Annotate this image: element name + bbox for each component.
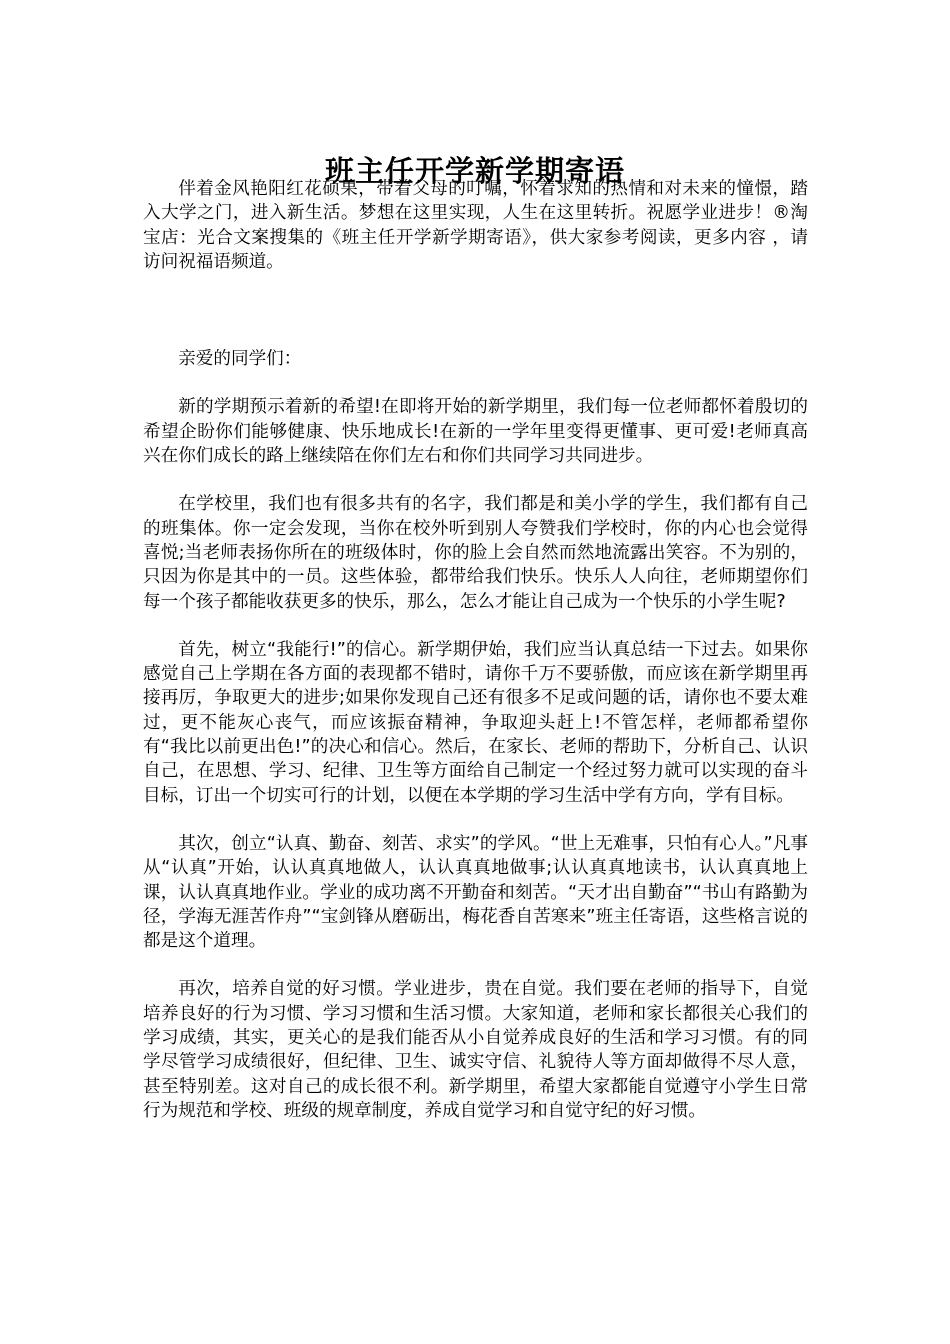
spacer [143, 274, 808, 323]
salutation: 亲爱的同学们： [178, 349, 302, 370]
body-paragraph: 再次，培养自觉的好习惯。学业进步，贵在自觉。我们要在老师的指导下，自觉培养良好的行为习惯、学习习惯和生活习惯。大家知道，老师和家长都很关心我们的学习成绩，其实，更关心的是我们能否从小自觉养成良好的生活和学习习惯。有的同学尽管学习成绩很好，但纪律、卫生、诚实守信、礼貌待人等方面却做得不尽人意，甚至特别差。这对自己的成长很不利。新学期里，希望大家都能自觉遵守小学生日常行为规范和学校、班级的规章制度，养成自觉学习和自觉守纪的好习惯。 [143, 979, 808, 1121]
document-body [143, 177, 808, 1123]
spacer [143, 614, 808, 638]
body-paragraph: 首先，树立“我能行!”的信心。新学期伊始，我们应当认真总结一下过去。如果你感觉自己上学期在各方面的表现都不错时，请你千万不要骄傲，而应该在新学期里再接再厉，争取更大的进步;如果你发现自己还有很多不足或问题的话，请你也不要太难过，更不能灰心丧气，而应该振奋精神，争取迎头赶上!不管怎样，老师都希望你有“我比以前更出色!”的决心和信心。然后，在家长、老师的帮助下，分析自己、认识自己，在思想、学习、纪律、卫生等方面给自己制定一个经过努力就可以实现的奋斗目标，订出一个切实可行的计划，以便在本学期的学习生活中学有方向，学有目标。 [143, 639, 808, 806]
spacer [143, 323, 808, 347]
body-paragraph: 其次，创立“认真、勤奋、刻苦、求实”的学风。“世上无难事，只怕有心人。”凡事从“认真”开始，认认真真地做人，认认真真地做事;认认真真地读书，认认真真地上课，认认真真地作业。学业的成功离不开勤奋和刻苦。“天才出自勤奋”“书山有路勤为径，学海无涯苦作舟”“宝剑锋从磨砺出，梅花香自苦寒来”班主任寄语，这些格言说的都是这个道理。 [143, 833, 808, 952]
spacer [143, 371, 808, 395]
spacer [143, 953, 808, 977]
body-paragraph: 新的学期预示着新的希望!在即将开始的新学期里，我们每一位老师都怀着殷切的希望企盼你们能够健康、快乐地成长!在新的一学年里变得更懂事、更可爱!老师真高兴在你们成长的路上继续陪在你们左右和你们共同学习共同进步。 [143, 397, 808, 467]
page-title: 班主任开学新学期寄语 [324, 154, 625, 189]
body-paragraph: 在学校里，我们也有很多共有的名字，我们都是和美小学的学生，我们都有自己的班集体。你一定会发现，当你在校外听到别人夸赞我们学校时，你的内心也会觉得喜悦;当老师表扬你所在的班级体时，你的脸上会自然而然地流露出笑容。不为别的，只因为你是其中的一员。这些体验，都带给我们快乐。快乐人人向往，老师期望你们每一个孩子都能收获更多的快乐，那么，怎么才能让自己成为一个快乐的小学生呢? [143, 494, 808, 612]
spacer [143, 468, 808, 492]
intro-paragraph: 伴着金风艳阳红花硕果，带着父母的叮嘱，怀着求知的热情和对未来的憧憬，踏入大学之门，进入新生活。梦想在这里实现，人生在这里转折。祝愿学业进步！®淘宝店：光合文案搜集的《班主任开学新学期寄语》，供大家参考阅读，更多内容 ，请访问祝福语频道。 [143, 179, 808, 272]
spacer [143, 808, 808, 832]
